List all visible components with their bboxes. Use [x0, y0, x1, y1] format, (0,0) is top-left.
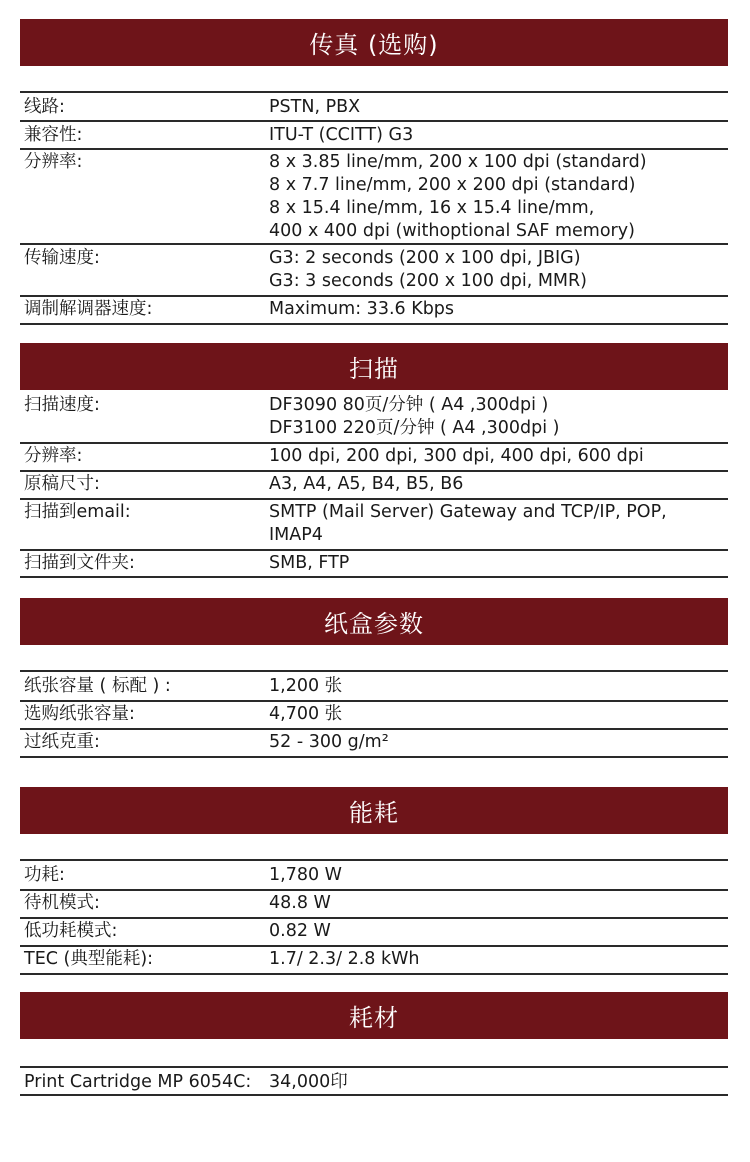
- spec-value: 1.7/ 2.3/ 2.8 kWh: [269, 949, 420, 969]
- spec-label: 待机模式:: [24, 893, 100, 913]
- spec-label: 调制解调器速度:: [24, 299, 153, 319]
- spec-label: 选购纸张容量:: [24, 704, 135, 724]
- section-header-power: [20, 787, 728, 834]
- divider: [20, 756, 728, 758]
- divider: [20, 1094, 728, 1096]
- spec-label: 过纸克重:: [24, 732, 100, 752]
- section-title: 扫描: [349, 355, 399, 383]
- spec-value: ITU-T (CCITT) G3: [269, 125, 414, 145]
- divider: [20, 670, 728, 672]
- spec-value: 52 - 300 g/m²: [269, 732, 389, 752]
- divider: [20, 470, 728, 472]
- section-header-paper-tray: [20, 598, 728, 645]
- divider: [20, 91, 728, 93]
- spec-label: Print Cartridge MP 6054C:: [24, 1072, 252, 1092]
- spec-value: 8 x 3.85 line/mm, 200 x 100 dpi (standard) 8 x 7.7 line/mm, 200 x 200 dpi (standard) 8 x 15.4 line/mm, 16 x 15.4 line/mm, 400 x 400 dpi (withoptional SAF memory): [269, 152, 647, 241]
- divider: [20, 917, 728, 919]
- divider: [20, 148, 728, 150]
- spec-label: 功耗:: [24, 865, 65, 885]
- spec-value: DF3090 80页/分钟 ( A4 ,300dpi ) DF3100 220页/分钟 ( A4 ,300dpi ): [269, 395, 560, 438]
- section-title: 能耗: [349, 799, 399, 827]
- spec-value: PSTN, PBX: [269, 97, 361, 117]
- spec-label: 低功耗模式:: [24, 921, 118, 941]
- divider: [20, 442, 728, 444]
- section-header-consumables: [20, 992, 728, 1039]
- spec-value: Maximum: 33.6 Kbps: [269, 299, 455, 319]
- spec-label: 扫描速度:: [24, 395, 100, 415]
- divider: [20, 498, 728, 500]
- divider: [20, 549, 728, 551]
- divider: [20, 1066, 728, 1068]
- spec-value: 0.82 W: [269, 921, 331, 941]
- section-title: 传真 (选购): [309, 31, 439, 59]
- section-title: 纸盒参数: [324, 610, 424, 638]
- divider: [20, 323, 728, 325]
- divider: [20, 120, 728, 122]
- spec-value: 100 dpi, 200 dpi, 300 dpi, 400 dpi, 600 dpi: [269, 446, 644, 466]
- section-header-scan: [20, 343, 728, 390]
- spec-value: G3: 2 seconds (200 x 100 dpi, JBIG) G3: 3 seconds (200 x 100 dpi, MMR): [269, 248, 588, 291]
- spec-label: 分辨率:: [24, 152, 83, 172]
- spec-value: SMTP (Mail Server) Gateway and TCP/IP, POP, IMAP4: [269, 502, 667, 545]
- spec-value: 48.8 W: [269, 893, 331, 913]
- spec-label: 扫描到email:: [24, 502, 131, 522]
- divider: [20, 295, 728, 297]
- divider: [20, 973, 728, 975]
- spec-value: 4,700 张: [269, 704, 343, 724]
- section-header-fax: [20, 19, 728, 66]
- divider: [20, 889, 728, 891]
- section-title: 耗材: [349, 1004, 399, 1032]
- divider: [20, 859, 728, 861]
- spec-label: 原稿尺寸:: [24, 474, 100, 494]
- spec-value: SMB, FTP: [269, 553, 350, 573]
- divider: [20, 728, 728, 730]
- spec-label: TEC (典型能耗):: [24, 949, 154, 969]
- spec-label: 兼容性:: [24, 125, 83, 145]
- spec-label: 分辨率:: [24, 446, 83, 466]
- divider: [20, 945, 728, 947]
- spec-value: A3, A4, A5, B4, B5, B6: [269, 474, 464, 494]
- spec-value: 1,200 张: [269, 676, 343, 696]
- spec-label: 传输速度:: [24, 248, 100, 268]
- spec-value: 1,780 W: [269, 865, 342, 885]
- divider: [20, 243, 728, 245]
- spec-label: 线路:: [24, 97, 65, 117]
- divider: [20, 700, 728, 702]
- spec-label: 扫描到文件夹:: [24, 553, 135, 573]
- spec-value: 34,000印: [269, 1072, 348, 1092]
- spec-label: 纸张容量 ( 标配 ) :: [24, 676, 171, 696]
- divider: [20, 576, 728, 578]
